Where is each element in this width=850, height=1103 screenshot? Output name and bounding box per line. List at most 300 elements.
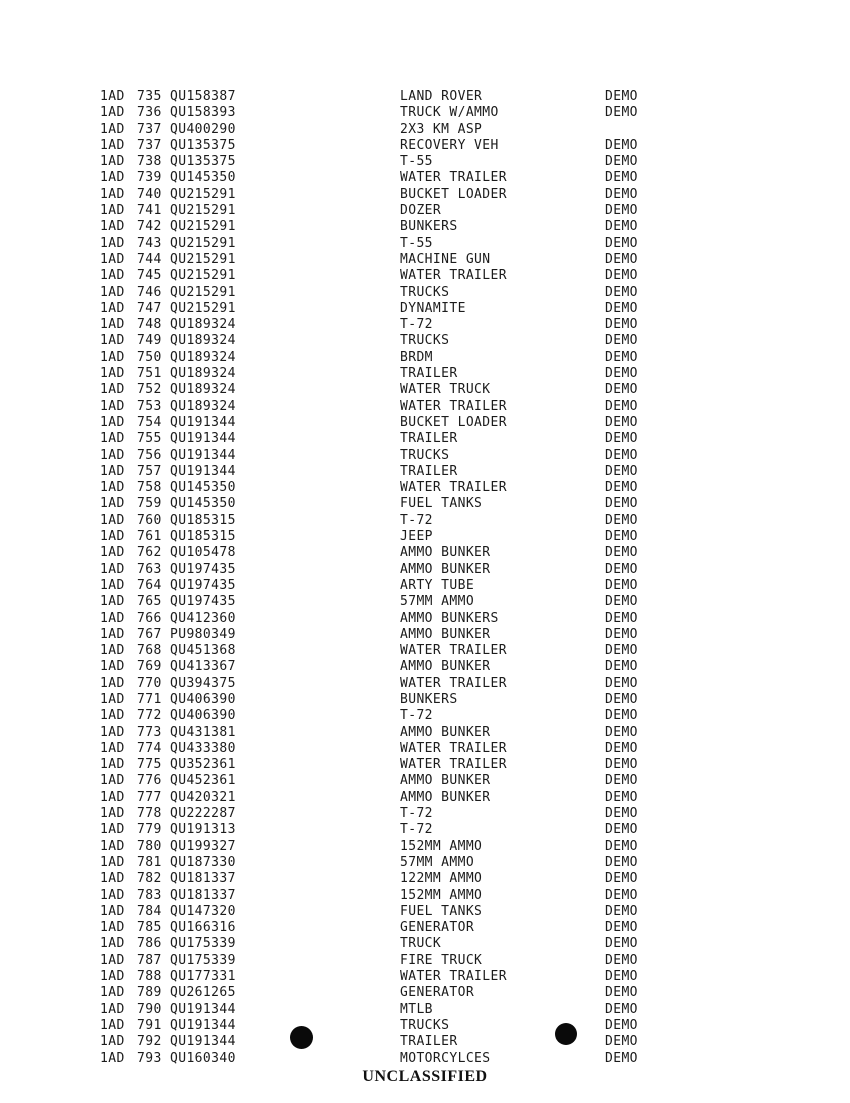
table-row [100, 252, 675, 268]
cell-desc: BUNKERS [400, 691, 458, 707]
table-row [100, 399, 675, 415]
cell-grid: QU175339 [170, 936, 236, 952]
cell-unit: 1AD [100, 969, 125, 985]
cell-grid: QU222287 [170, 806, 236, 822]
cell-status: DEMO [605, 529, 638, 545]
cell-status: DEMO [605, 251, 638, 267]
cell-unit: 1AD [100, 121, 125, 137]
cell-grid: QU158393 [170, 105, 236, 121]
cell-num: 755 [137, 431, 162, 447]
table-row [100, 154, 675, 170]
table-row [100, 692, 675, 708]
cell-desc: FUEL TANKS [400, 903, 483, 919]
cell-unit: 1AD [100, 154, 125, 170]
cell-num: 737 [137, 121, 162, 137]
cell-status: DEMO [605, 871, 638, 887]
cell-status: DEMO [605, 414, 638, 430]
cell-grid: QU215291 [170, 251, 236, 267]
cell-status: DEMO [605, 300, 638, 316]
cell-desc: WATER TRAILER [400, 268, 507, 284]
cell-desc: LAND ROVER [400, 89, 483, 104]
cell-grid: QU420321 [170, 789, 236, 805]
cell-num: 743 [137, 235, 162, 251]
cell-status: DEMO [605, 137, 638, 153]
cell-num: 753 [137, 398, 162, 414]
cell-unit: 1AD [100, 235, 125, 251]
table-row [100, 317, 675, 333]
cell-grid: QU181337 [170, 887, 236, 903]
cell-status: DEMO [605, 952, 638, 968]
table-row [100, 969, 675, 985]
cell-status: DEMO [605, 545, 638, 561]
cell-desc: 2X3 KM ASP [400, 121, 483, 137]
cell-status: DEMO [605, 203, 638, 219]
table-row [100, 708, 675, 724]
cell-unit: 1AD [100, 643, 125, 659]
table-row [100, 839, 675, 855]
cell-status: DEMO [605, 610, 638, 626]
cell-grid: QU189324 [170, 382, 236, 398]
cell-status: DEMO [605, 480, 638, 496]
cell-status: DEMO [605, 740, 638, 756]
cell-status: DEMO [605, 936, 638, 952]
cell-desc: AMMO BUNKER [400, 789, 491, 805]
cell-desc: AMMO BUNKER [400, 626, 491, 642]
cell-unit: 1AD [100, 219, 125, 235]
cell-grid: QU191344 [170, 431, 236, 447]
cell-status: DEMO [605, 691, 638, 707]
cell-unit: 1AD [100, 610, 125, 626]
cell-status: DEMO [605, 577, 638, 593]
cell-grid: PU980349 [170, 626, 236, 642]
cell-desc: DOZER [400, 203, 442, 219]
cell-grid: QU145350 [170, 496, 236, 512]
cell-desc: WATER TRAILER [400, 740, 507, 756]
cell-desc: AMMO BUNKERS [400, 610, 499, 626]
cell-grid: QU197435 [170, 577, 236, 593]
cell-status: DEMO [605, 806, 638, 822]
cell-status: DEMO [605, 463, 638, 479]
cell-status: DEMO [605, 89, 638, 104]
cell-num: 740 [137, 186, 162, 202]
cell-num: 787 [137, 952, 162, 968]
table-row [100, 985, 675, 1001]
cell-desc: AMMO BUNKER [400, 561, 491, 577]
cell-num: 786 [137, 936, 162, 952]
cell-num: 768 [137, 643, 162, 659]
cell-desc: MTLB [400, 1001, 433, 1017]
target-listing-table [100, 89, 675, 1067]
cell-grid: QU175339 [170, 952, 236, 968]
table-row [100, 806, 675, 822]
cell-unit: 1AD [100, 838, 125, 854]
cell-unit: 1AD [100, 382, 125, 398]
cell-num: 770 [137, 675, 162, 691]
cell-num: 764 [137, 577, 162, 593]
table-row [100, 415, 675, 431]
cell-desc: WATER TRAILER [400, 398, 507, 414]
cell-desc: AMMO BUNKER [400, 545, 491, 561]
cell-unit: 1AD [100, 170, 125, 186]
cell-grid: QU215291 [170, 219, 236, 235]
cell-unit: 1AD [100, 675, 125, 691]
cell-num: 781 [137, 854, 162, 870]
cell-desc: BUCKET LOADER [400, 414, 507, 430]
table-row [100, 871, 675, 887]
cell-unit: 1AD [100, 1050, 125, 1066]
cell-status: DEMO [605, 838, 638, 854]
cell-desc: BRDM [400, 349, 433, 365]
cell-desc: WATER TRAILER [400, 643, 507, 659]
cell-num: 788 [137, 969, 162, 985]
cell-status: DEMO [605, 887, 638, 903]
cell-unit: 1AD [100, 903, 125, 919]
cell-unit: 1AD [100, 398, 125, 414]
table-row [100, 741, 675, 757]
cell-grid: QU147320 [170, 903, 236, 919]
cell-status: DEMO [605, 447, 638, 463]
table-row [100, 920, 675, 936]
cell-num: 745 [137, 268, 162, 284]
cell-desc: WATER TRAILER [400, 757, 507, 773]
cell-grid: QU413367 [170, 659, 236, 675]
cell-desc: 152MM AMMO [400, 838, 483, 854]
cell-num: 791 [137, 1017, 162, 1033]
cell-desc: GENERATOR [400, 985, 475, 1001]
cell-status: DEMO [605, 496, 638, 512]
cell-num: 756 [137, 447, 162, 463]
cell-status: DEMO [605, 724, 638, 740]
cell-num: 759 [137, 496, 162, 512]
table-row [100, 1018, 675, 1034]
table-row [100, 464, 675, 480]
cell-desc: ARTY TUBE [400, 577, 475, 593]
table-row [100, 480, 675, 496]
cell-grid: QU189324 [170, 333, 236, 349]
cell-desc: AMMO BUNKER [400, 724, 491, 740]
cell-unit: 1AD [100, 349, 125, 365]
cell-unit: 1AD [100, 105, 125, 121]
cell-grid: QU215291 [170, 300, 236, 316]
cell-num: 744 [137, 251, 162, 267]
cell-status: DEMO [605, 626, 638, 642]
cell-num: 780 [137, 838, 162, 854]
cell-num: 767 [137, 626, 162, 642]
cell-unit: 1AD [100, 545, 125, 561]
table-row [100, 594, 675, 610]
cell-status: DEMO [605, 366, 638, 382]
cell-desc: BUCKET LOADER [400, 186, 507, 202]
cell-unit: 1AD [100, 414, 125, 430]
cell-grid: QU191313 [170, 822, 236, 838]
cell-desc: RECOVERY VEH [400, 137, 499, 153]
cell-status: DEMO [605, 398, 638, 414]
cell-status: DEMO [605, 822, 638, 838]
cell-num: 777 [137, 789, 162, 805]
cell-grid: QU261265 [170, 985, 236, 1001]
cell-unit: 1AD [100, 1017, 125, 1033]
cell-unit: 1AD [100, 137, 125, 153]
cell-desc: TRAILER [400, 366, 458, 382]
cell-grid: QU187330 [170, 854, 236, 870]
cell-desc: WATER TRAILER [400, 170, 507, 186]
cell-grid: QU197435 [170, 594, 236, 610]
cell-num: 789 [137, 985, 162, 1001]
cell-unit: 1AD [100, 708, 125, 724]
cell-desc: TRUCK [400, 936, 442, 952]
table-row [100, 855, 675, 871]
cell-unit: 1AD [100, 920, 125, 936]
cell-status: DEMO [605, 773, 638, 789]
cell-desc: TRUCKS [400, 447, 450, 463]
cell-grid: QU105478 [170, 545, 236, 561]
cell-status [605, 122, 675, 138]
cell-unit: 1AD [100, 463, 125, 479]
cell-status: DEMO [605, 1017, 638, 1033]
cell-status: DEMO [605, 105, 638, 121]
table-row [100, 725, 675, 741]
cell-status: DEMO [605, 789, 638, 805]
table-row [100, 676, 675, 692]
cell-num: 758 [137, 480, 162, 496]
cell-num: 762 [137, 545, 162, 561]
cell-unit: 1AD [100, 789, 125, 805]
cell-unit: 1AD [100, 431, 125, 447]
table-row [100, 301, 675, 317]
table-row [100, 170, 675, 186]
cell-status: DEMO [605, 854, 638, 870]
cell-desc: T-72 [400, 806, 433, 822]
cell-num: 754 [137, 414, 162, 430]
table-row [100, 268, 675, 284]
table-row [100, 562, 675, 578]
table-row [100, 1002, 675, 1018]
cell-num: 775 [137, 757, 162, 773]
cell-grid: QU412360 [170, 610, 236, 626]
cell-status: DEMO [605, 675, 638, 691]
cell-unit: 1AD [100, 1034, 125, 1050]
cell-num: 746 [137, 284, 162, 300]
cell-num: 765 [137, 594, 162, 610]
cell-status: DEMO [605, 561, 638, 577]
cell-desc: BUNKERS [400, 219, 458, 235]
cell-num: 773 [137, 724, 162, 740]
cell-grid: QU189324 [170, 349, 236, 365]
cell-status: DEMO [605, 903, 638, 919]
cell-num: 741 [137, 203, 162, 219]
cell-desc: FIRE TRUCK [400, 952, 483, 968]
cell-status: DEMO [605, 757, 638, 773]
cell-desc: T-72 [400, 822, 433, 838]
cell-grid: QU199327 [170, 838, 236, 854]
cell-desc: 122MM AMMO [400, 871, 483, 887]
cell-desc: TRAILER [400, 431, 458, 447]
cell-grid: QU135375 [170, 154, 236, 170]
cell-num: 737 [137, 137, 162, 153]
cell-desc: AMMO BUNKER [400, 659, 491, 675]
table-row [100, 611, 675, 627]
table-row [100, 122, 675, 138]
cell-grid: QU215291 [170, 268, 236, 284]
cell-grid: QU135375 [170, 137, 236, 153]
cell-status: DEMO [605, 920, 638, 936]
cell-num: 747 [137, 300, 162, 316]
cell-status: DEMO [605, 512, 638, 528]
table-row [100, 236, 675, 252]
table-row [100, 187, 675, 203]
cell-desc: TRUCKS [400, 284, 450, 300]
cell-num: 761 [137, 529, 162, 545]
table-row [100, 643, 675, 659]
cell-grid: QU177331 [170, 969, 236, 985]
cell-num: 735 [137, 89, 162, 104]
cell-num: 790 [137, 1001, 162, 1017]
cell-num: 771 [137, 691, 162, 707]
table-row [100, 496, 675, 512]
cell-desc: MOTORCYLCES [400, 1050, 491, 1066]
cell-num: 792 [137, 1034, 162, 1050]
cell-unit: 1AD [100, 447, 125, 463]
cell-num: 785 [137, 920, 162, 936]
cell-num: 772 [137, 708, 162, 724]
cell-grid: QU352361 [170, 757, 236, 773]
cell-status: DEMO [605, 235, 638, 251]
cell-grid: QU400290 [170, 121, 236, 137]
table-row [100, 545, 675, 561]
hole-punch-dot-left [290, 1026, 313, 1049]
cell-grid: QU215291 [170, 203, 236, 219]
table-row [100, 757, 675, 773]
cell-unit: 1AD [100, 594, 125, 610]
cell-num: 783 [137, 887, 162, 903]
cell-num: 779 [137, 822, 162, 838]
cell-status: DEMO [605, 154, 638, 170]
cell-unit: 1AD [100, 659, 125, 675]
cell-status: DEMO [605, 1050, 638, 1066]
table-row [100, 350, 675, 366]
table-row [100, 822, 675, 838]
cell-unit: 1AD [100, 626, 125, 642]
cell-grid: QU394375 [170, 675, 236, 691]
cell-unit: 1AD [100, 333, 125, 349]
table-row [100, 105, 675, 121]
cell-desc: 57MM AMMO [400, 854, 475, 870]
cell-status: DEMO [605, 643, 638, 659]
cell-unit: 1AD [100, 822, 125, 838]
cell-desc: TRUCKS [400, 1017, 450, 1033]
cell-desc: WATER TRAILER [400, 675, 507, 691]
cell-grid: QU406390 [170, 691, 236, 707]
table-row [100, 659, 675, 675]
table-row [100, 904, 675, 920]
cell-grid: QU160340 [170, 1050, 236, 1066]
cell-unit: 1AD [100, 985, 125, 1001]
cell-desc: TRUCKS [400, 333, 450, 349]
cell-grid: QU191344 [170, 1001, 236, 1017]
cell-desc: 57MM AMMO [400, 594, 475, 610]
cell-desc: WATER TRAILER [400, 969, 507, 985]
cell-num: 760 [137, 512, 162, 528]
cell-grid: QU433380 [170, 740, 236, 756]
cell-grid: QU191344 [170, 1034, 236, 1050]
cell-status: DEMO [605, 284, 638, 300]
table-row [100, 888, 675, 904]
cell-status: DEMO [605, 349, 638, 365]
cell-unit: 1AD [100, 773, 125, 789]
cell-unit: 1AD [100, 740, 125, 756]
table-row [100, 448, 675, 464]
cell-num: 782 [137, 871, 162, 887]
cell-unit: 1AD [100, 887, 125, 903]
table-row [100, 366, 675, 382]
cell-grid: QU185315 [170, 512, 236, 528]
cell-num: 738 [137, 154, 162, 170]
cell-num: 784 [137, 903, 162, 919]
cell-unit: 1AD [100, 284, 125, 300]
cell-desc: TRAILER [400, 463, 458, 479]
hole-punch-dot-right [555, 1023, 577, 1045]
table-row [100, 627, 675, 643]
cell-unit: 1AD [100, 251, 125, 267]
table-row [100, 219, 675, 235]
cell-grid: QU215291 [170, 186, 236, 202]
cell-unit: 1AD [100, 366, 125, 382]
cell-grid: QU191344 [170, 447, 236, 463]
cell-status: DEMO [605, 317, 638, 333]
table-row [100, 89, 675, 105]
cell-num: 742 [137, 219, 162, 235]
cell-grid: QU158387 [170, 89, 236, 104]
cell-desc: T-55 [400, 154, 433, 170]
cell-grid: QU189324 [170, 398, 236, 414]
cell-num: 774 [137, 740, 162, 756]
cell-status: DEMO [605, 659, 638, 675]
cell-desc: T-72 [400, 708, 433, 724]
cell-grid: QU406390 [170, 708, 236, 724]
cell-unit: 1AD [100, 512, 125, 528]
cell-status: DEMO [605, 268, 638, 284]
cell-unit: 1AD [100, 757, 125, 773]
cell-unit: 1AD [100, 317, 125, 333]
cell-grid: QU145350 [170, 480, 236, 496]
cell-grid: QU431381 [170, 724, 236, 740]
cell-grid: QU191344 [170, 1017, 236, 1033]
cell-status: DEMO [605, 186, 638, 202]
table-row [100, 529, 675, 545]
cell-grid: QU197435 [170, 561, 236, 577]
cell-unit: 1AD [100, 203, 125, 219]
cell-grid: QU452361 [170, 773, 236, 789]
cell-unit: 1AD [100, 577, 125, 593]
cell-grid: QU451368 [170, 643, 236, 659]
cell-status: DEMO [605, 431, 638, 447]
cell-status: DEMO [605, 170, 638, 186]
table-row [100, 382, 675, 398]
cell-status: DEMO [605, 969, 638, 985]
cell-unit: 1AD [100, 871, 125, 887]
cell-grid: QU215291 [170, 235, 236, 251]
cell-desc: JEEP [400, 529, 433, 545]
table-row [100, 138, 675, 154]
table-row [100, 333, 675, 349]
cell-grid: QU189324 [170, 317, 236, 333]
cell-desc: DYNAMITE [400, 300, 466, 316]
cell-status: DEMO [605, 333, 638, 349]
cell-status: DEMO [605, 382, 638, 398]
cell-status: DEMO [605, 1001, 638, 1017]
classification-footer: UNCLASSIFIED [362, 1068, 488, 1085]
cell-desc: AMMO BUNKER [400, 773, 491, 789]
